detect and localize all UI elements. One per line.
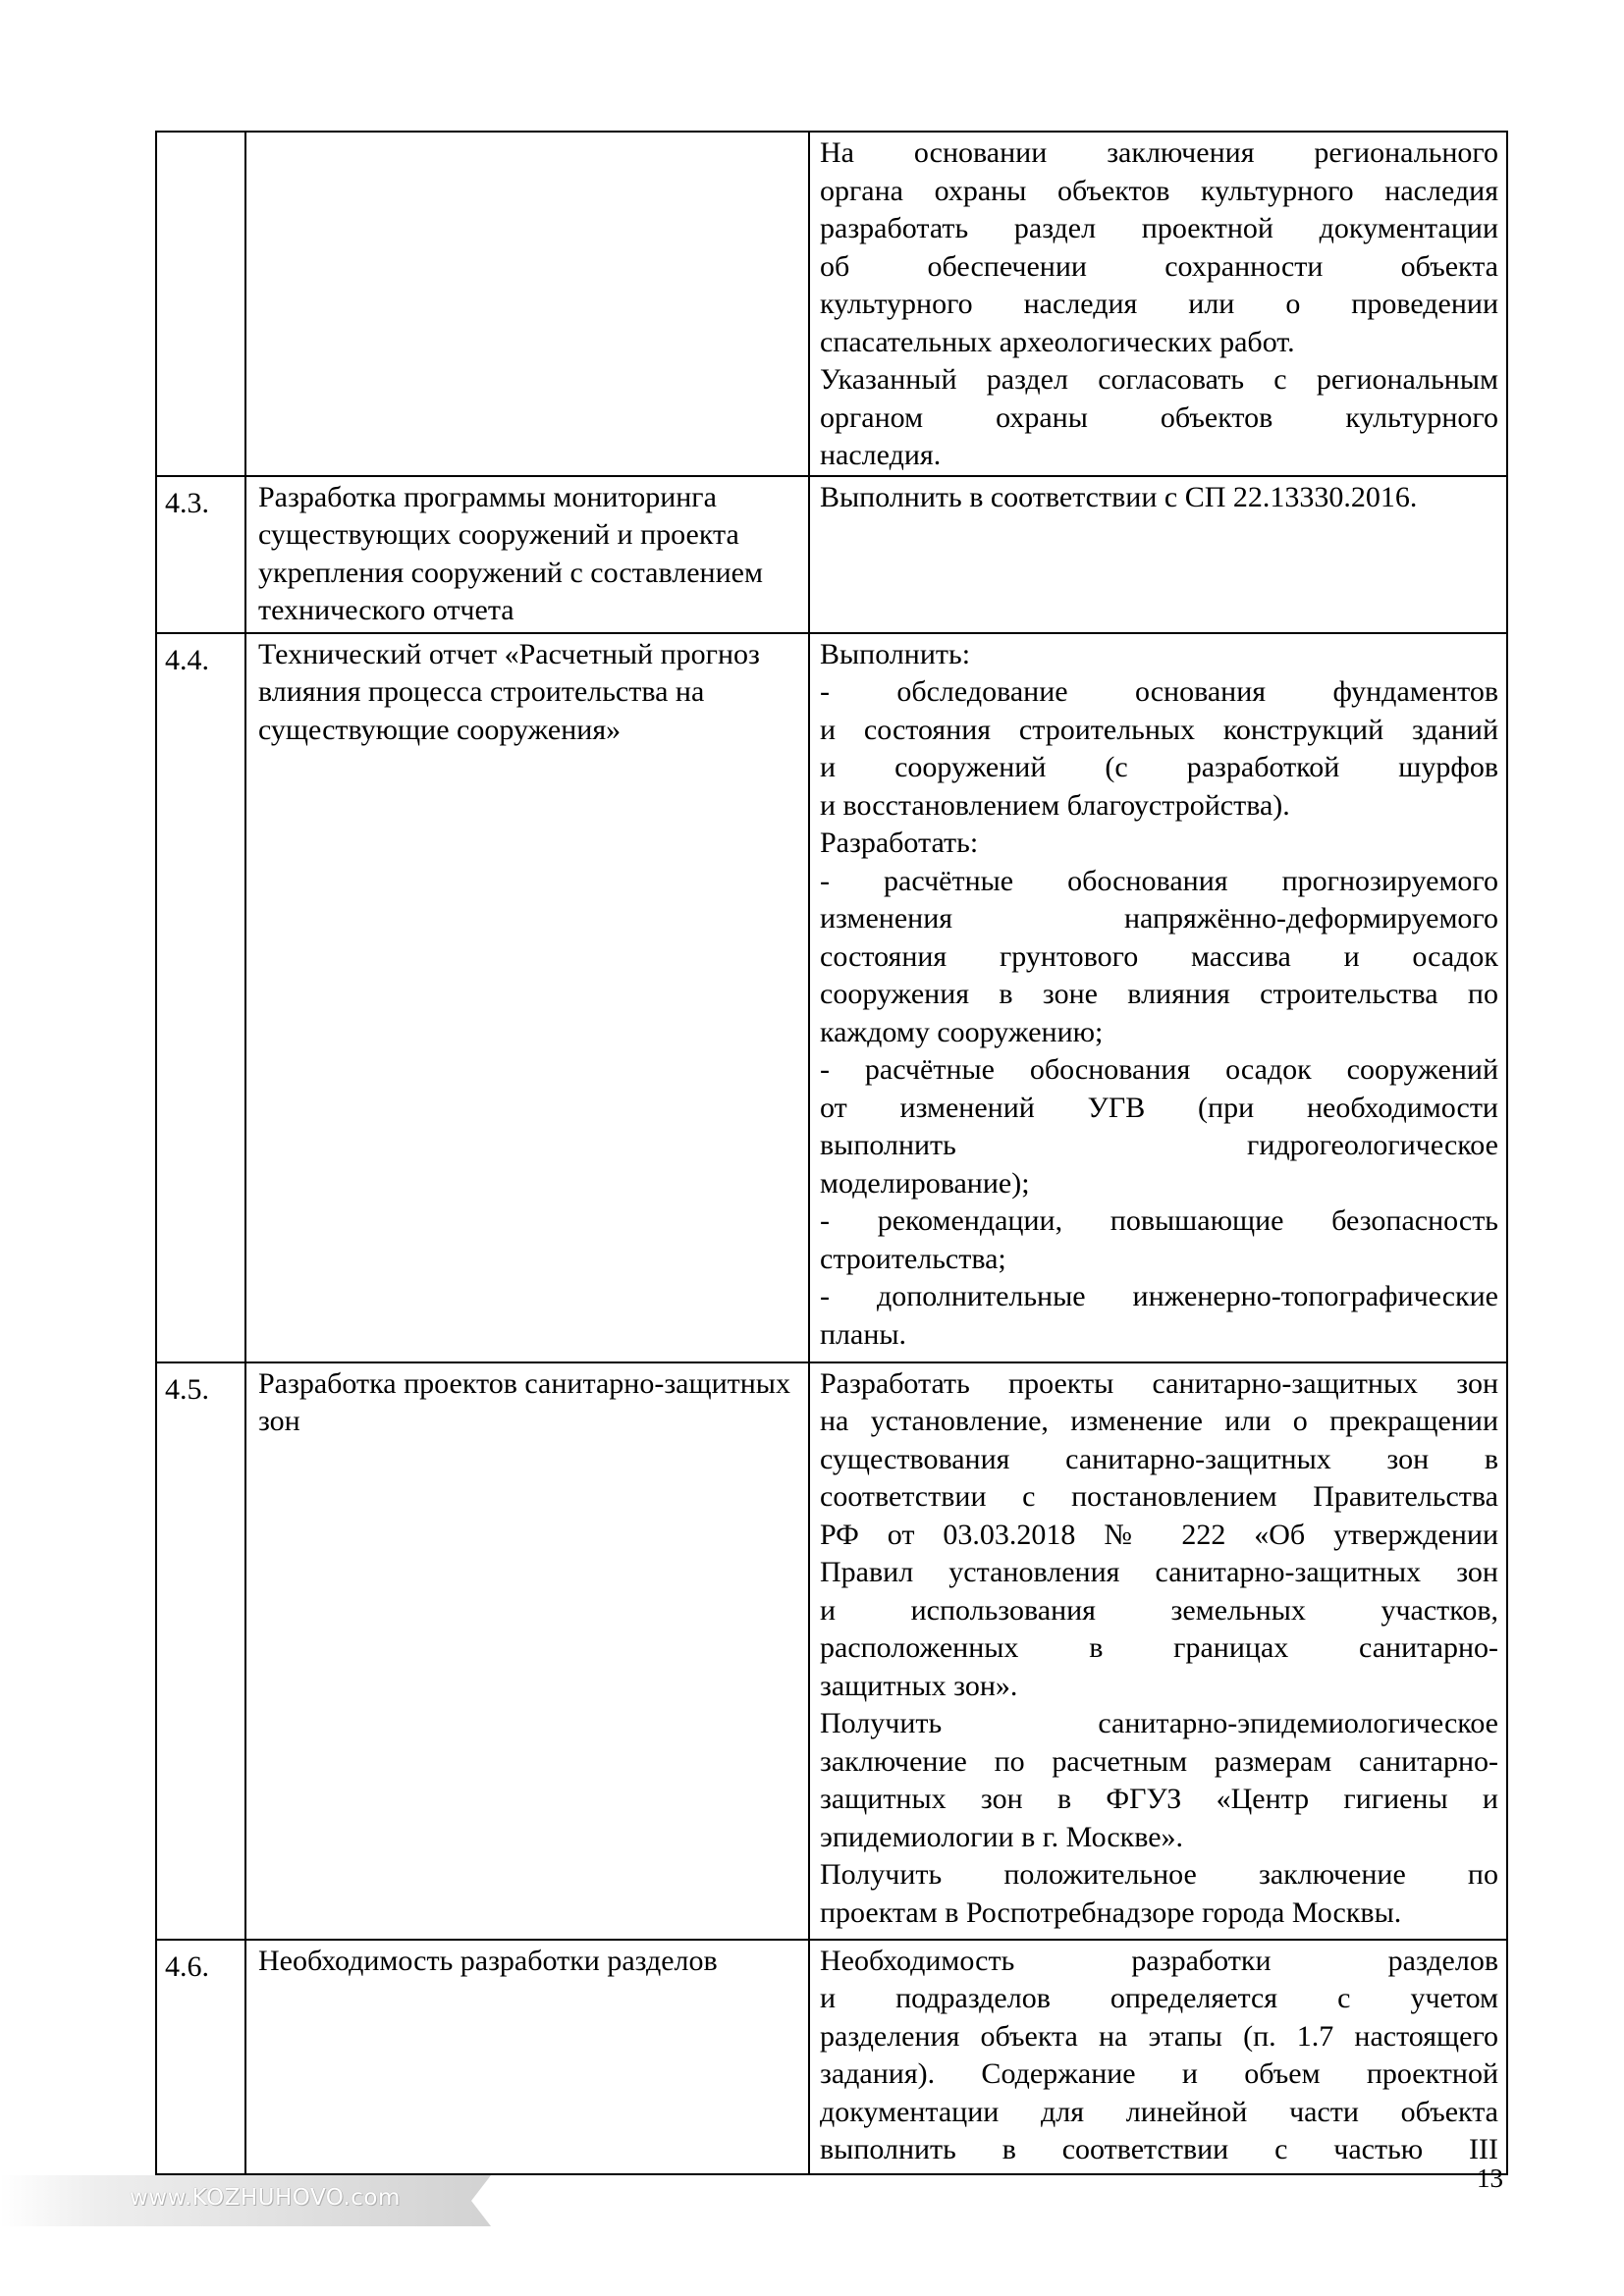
row-description [809, 1362, 1507, 1940]
description-line: спасательных археологических работ. [820, 325, 1295, 358]
table-row [156, 1362, 1507, 1940]
description-line: проектам в Роспотребнадзоре города Москвы. [820, 1896, 1402, 1929]
description-line: Получить положительное заключение по [820, 1858, 1498, 1891]
description-line: документации для линейной части объекта [820, 2095, 1498, 2128]
description-line: - расчётные обоснования прогнозируемого [820, 864, 1498, 897]
description-line: эпидемиологии в г. Москве». [820, 1820, 1184, 1853]
description-line: расположенных в границах санитарно- [820, 1631, 1498, 1664]
row-number: 4.5. [156, 1362, 245, 1940]
page-number: 13 [1477, 2163, 1503, 2193]
description-line: Правил установления санитарно-защитных зон [820, 1556, 1498, 1588]
description-line: Необходимость разработки разделов [820, 1944, 1498, 1977]
description-line: и восстановлением благоустройства). [820, 788, 1290, 822]
description-line: культурного наследия или о проведении [820, 288, 1498, 320]
row-title: Технический отчет «Расчетный прогноз влияния процесса строительства на существующие сооружения» [245, 633, 809, 1362]
description-line: Выполнить: [820, 637, 971, 670]
description-line: изменения напряжённо-деформируемого [820, 902, 1498, 934]
description-line: органом охраны объектов культурного [820, 400, 1498, 434]
row-title: Необходимость разработки разделов [245, 1940, 809, 2174]
description-line: выполнить в соответствии с частью III [820, 2133, 1498, 2165]
description-line: Выполнить в соответствии с СП 22.13330.2016. [820, 480, 1418, 513]
description-line: - расчётные обоснования осадок сооружений [820, 1053, 1498, 1086]
description-line: соответствии с постановлением Правительства [820, 1480, 1498, 1513]
description-line: и подразделов определяется с учетом [820, 1982, 1498, 2014]
table-row [156, 476, 1507, 633]
row-title: Разработка проектов санитарно-защитных зон [245, 1362, 809, 1940]
description-line: моделирование); [820, 1166, 1030, 1200]
row-description [809, 476, 1507, 633]
description-line: от изменений УГВ (при необходимости [820, 1091, 1498, 1124]
table-row [156, 132, 1507, 476]
description-line: защитных зон». [820, 1669, 1018, 1702]
description-line: разделения объекта на этапы (п. 1.7 настоящего [820, 2019, 1498, 2053]
description-line: сооружения в зоне влияния строительства по [820, 978, 1498, 1010]
description-line: строительства; [820, 1242, 1006, 1275]
description-line: - обследование основания фундаментов [820, 675, 1498, 708]
description-line: защитных зон в ФГУЗ «Центр гигиены и [820, 1783, 1498, 1815]
description-line: и сооружений (с разработкой шурфов [820, 751, 1498, 783]
row-number: 4.4. [156, 633, 245, 1362]
description-line: и состояния строительных конструкций зданий [820, 713, 1498, 746]
description-line: каждому сооружению; [820, 1015, 1104, 1048]
description-line: Получить санитарно-эпидемиологическое [820, 1707, 1498, 1739]
row-description [809, 132, 1507, 476]
description-line: планы. [820, 1317, 907, 1351]
row-number: 4.3. [156, 476, 245, 633]
table-row [156, 1940, 1507, 2174]
description-line: выполнить гидрогеологическое [820, 1129, 1498, 1161]
description-line: На основании заключения регионального [820, 136, 1498, 169]
description-line: существования санитарно-защитных зон в [820, 1442, 1498, 1475]
description-line: об обеспечении сохранности объекта [820, 249, 1498, 283]
row-description [809, 633, 1507, 1362]
description-line: наследия. [820, 439, 942, 471]
description-line: разработать раздел проектной документации [820, 212, 1498, 244]
description-line: РФ от 03.03.2018 № 222 «Об утверждении [820, 1518, 1498, 1551]
description-line: Разработать проекты санитарно-защитных зон [820, 1366, 1498, 1400]
description-line: задания). Содержание и объем проектной [820, 2057, 1498, 2090]
description-line: на установление, изменение или о прекращении [820, 1405, 1498, 1437]
watermark-text: www.KOZHUHOVO.com [130, 2185, 401, 2211]
description-line: состояния грунтового массива и осадок [820, 939, 1498, 973]
row-title [245, 132, 809, 476]
description-line: - дополнительные инженерно-топографические [820, 1280, 1498, 1312]
table-row [156, 633, 1507, 1362]
description-line: Указанный раздел согласовать с региональным [820, 363, 1498, 396]
row-number: 4.6. [156, 1940, 245, 2174]
description-line: Разработать: [820, 827, 979, 859]
row-number [156, 132, 245, 476]
description-line: и использования земельных участков, [820, 1593, 1498, 1627]
row-description [809, 1940, 1507, 2174]
site-watermark [0, 2175, 501, 2226]
description-line: органа охраны объектов культурного наследия [820, 174, 1498, 207]
description-line: заключение по расчетным размерам санитарно- [820, 1744, 1498, 1778]
description-line: - рекомендации, повышающие безопасность [820, 1204, 1498, 1237]
row-title: Разработка программы мониторинга существующих сооружений и проекта укрепления сооружений с составлением технического отчета [245, 476, 809, 633]
requirements-table [155, 131, 1508, 2175]
